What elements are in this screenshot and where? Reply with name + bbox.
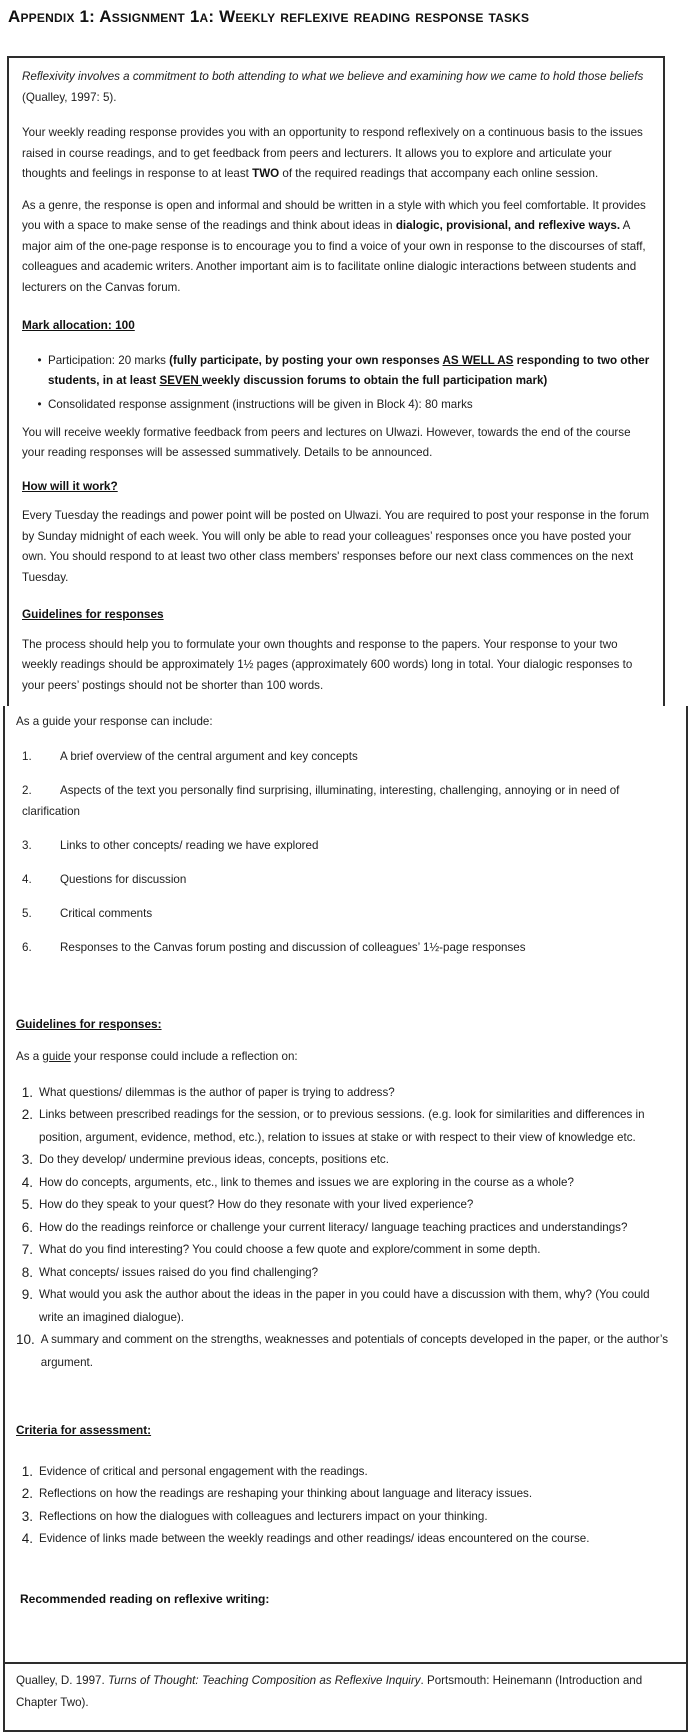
guidelines-2-heading: Guidelines for responses: [16, 1016, 162, 1031]
criteria-list [16, 1461, 675, 1551]
list-marker: 2. [21, 1486, 33, 1501]
list-item [22, 869, 675, 890]
list-item [16, 1461, 675, 1484]
list-item-text: Evidence of links made between the weekly readings and other readings/ ideas encountered on the course. [39, 1532, 590, 1545]
list-marker: 4. [22, 872, 32, 886]
list-marker: • [37, 398, 42, 412]
reference-text: Qualley, D. 1997. Turns of Thought: Teaching Composition as Reflexive Inquiry. Portsmouth: Heinemann (Introduction and Chapter Two). [16, 1674, 643, 1709]
list-item-text: What would you ask the author about the ideas in the paper in you could have a discussion with them, why? (You could write an imagined dialogue). [39, 1288, 650, 1324]
list-item-text: What concepts/ issues raised do you find challenging? [39, 1265, 319, 1279]
list-item-text: How do concepts, arguments, etc., link to themes and issues we are exploring in the course as a whole? [39, 1175, 574, 1189]
list-item-text: Participation: 20 marks (fully participate, by posting your own responses AS WELL AS responding to two other students, in at least SEVEN weekly discussion forums to obtain the full participation mark) [48, 353, 650, 388]
list-item-text: What do you find interesting? You could choose a few quote and explore/comment in some depth. [39, 1243, 541, 1256]
how-will-it-work-heading: How will it work? [22, 478, 118, 493]
guide-intro-line: As a guide your response can include: [16, 715, 213, 728]
list-marker: 2. [21, 1107, 33, 1122]
list-marker: 10. [16, 1332, 35, 1347]
page-title: Appendix 1: Assignment 1a: Weekly reflexive reading response tasks [8, 7, 530, 26]
intro-paragraph: Your weekly reading response provides you with an opportunity to respond reflexively on a continuous basis to the issues raised in course readings, and to get feedback from peers and lecturers. It allows you to explore and articulate your thoughts and feelings in response to at least TWO of the required readings that accompany each online session. [22, 126, 643, 180]
reflection-questions-list [16, 1082, 675, 1375]
list-item [16, 1329, 675, 1374]
list-item [16, 1149, 675, 1172]
recommended-reading-heading: Recommended reading on reflexive writing: [20, 1591, 270, 1606]
guidelines-paragraph: The process should help you to formulate your own thoughts and response to the papers. Your response to your two weekly readings should be approximately 1½ pages (approximately 600 words) long in total. Your dialogic responses to your peers’ postings should not be shorter than 100 words. [22, 637, 633, 692]
mark-allocation-bullet-list [22, 351, 650, 416]
list-marker: 6. [22, 940, 32, 954]
feedback-paragraph: You will receive weekly formative feedback from peers and lectures on Ulwazi. However, towards the end of the course your reading responses will be assessed summatively. Details to be announced. [22, 425, 631, 460]
list-marker: 4. [21, 1531, 33, 1546]
list-item-text: How do the readings reinforce or challenge your current literacy/ language teaching practices and understandings? [39, 1220, 628, 1234]
reference-cell [5, 1662, 686, 1730]
list-marker: • [37, 353, 42, 367]
list-item [22, 395, 650, 416]
list-item [16, 1194, 675, 1217]
list-marker: 6. [21, 1219, 33, 1235]
list-item [16, 1528, 675, 1551]
list-marker: 3. [22, 838, 32, 852]
list-item-text: Questions for discussion [60, 872, 187, 886]
list-marker: 7. [21, 1242, 33, 1257]
top-text-box [7, 56, 665, 706]
list-marker: 5. [21, 1197, 33, 1212]
list-item-text: Links between prescribed readings for the session, or to previous sessions. (e.g. look for similarities and differences in position, argument, evidence, method, etc.), relation to issues at stake or with respect to their view of knowledge etc. [39, 1108, 645, 1144]
list-marker: 1. [21, 1084, 33, 1100]
epigraph-quote: Reflexivity involves a commitment to both attending to what we believe and examining how we came to hold those beliefs (Qualley, 1997: 5). [22, 70, 644, 104]
list-item [16, 1506, 675, 1529]
list-item [16, 1239, 675, 1262]
list-marker: 1. [22, 749, 32, 763]
list-item [16, 1262, 675, 1285]
list-item-text: Do they develop/ undermine previous ideas, concepts, positions etc. [39, 1153, 389, 1166]
list-item [22, 780, 675, 822]
list-marker: 8. [21, 1264, 33, 1280]
list-item [16, 1082, 675, 1105]
list-item-text: Evidence of critical and personal engagement with the readings. [39, 1464, 368, 1478]
list-item-text: Reflections on how the dialogues with colleagues and lecturers impact on your thinking. [39, 1509, 488, 1523]
list-item [22, 351, 650, 393]
list-item [16, 1483, 675, 1506]
list-item [22, 835, 675, 856]
list-item-text: Consolidated response assignment (instructions will be given in Block 4): 80 marks [48, 398, 473, 412]
guide-reflection-line: As a guide your response could include a reflection on: [16, 1050, 298, 1063]
list-marker: 1. [21, 1463, 33, 1479]
list-marker: 2. [22, 783, 32, 797]
how-it-works-paragraph: Every Tuesday the readings and power point will be posted on Ulwazi. You are required to post your response in the forum by Sunday midnight of each week. You will only be able to read your colleagues’ responses once you have posted your own. You should respond to at least two other class members' responses before our next class commences on the next Tuesday. [22, 509, 650, 584]
list-marker: 9. [21, 1287, 33, 1302]
list-item-text: Reflections on how the readings are reshaping your thinking about language and literacy issues. [39, 1487, 533, 1500]
mark-allocation-heading: Mark allocation: 100 [22, 318, 135, 332]
list-item-text: Critical comments [60, 906, 153, 920]
list-item-text: A brief overview of the central argument and key concepts [60, 749, 358, 763]
list-item [22, 746, 675, 767]
genre-paragraph: As a genre, the response is open and informal and should be written in a style with which you feel comfortable. It provides you with a space to make sense of the readings and think about ideas in dialogic, provisional, and reflexive ways. A major aim of the one-page response is to encourage you to find a voice of your own in response to the discourses of staff, colleagues and academic writers. Another important aim is to facilitate online dialogic interactions between students and lecturers on the Canvas forum. [22, 198, 646, 294]
list-item-text: A summary and comment on the strengths, weaknesses and potentials of concepts developed in the paper, or the author’s argument. [40, 1333, 669, 1369]
guidelines-heading: Guidelines for responses [22, 607, 164, 622]
list-item-text: How do they speak to your quest? How do they resonate with your lived experience? [39, 1198, 474, 1211]
list-item [16, 1284, 675, 1329]
response-include-list [16, 746, 675, 958]
list-marker: 5. [22, 906, 32, 920]
list-marker: 3. [21, 1152, 33, 1167]
list-item [22, 937, 675, 958]
list-item [16, 1104, 675, 1149]
list-item [16, 1172, 675, 1195]
list-item-text: Aspects of the text you personally find surprising, illuminating, interesting, challenging, annoying or in need of clarification [22, 783, 620, 818]
bottom-text-box [3, 706, 688, 1732]
list-item-text: What questions/ dilemmas is the author of paper is trying to address? [39, 1085, 395, 1099]
list-item [22, 903, 675, 924]
list-marker: 3. [21, 1508, 33, 1524]
list-item [16, 1217, 675, 1240]
criteria-heading: Criteria for assessment: [16, 1423, 152, 1437]
list-item-text: Links to other concepts/ reading we have explored [60, 838, 319, 852]
list-marker: 4. [21, 1174, 33, 1190]
list-item-text: Responses to the Canvas forum posting and discussion of colleagues’ 1½-page responses [60, 940, 526, 954]
